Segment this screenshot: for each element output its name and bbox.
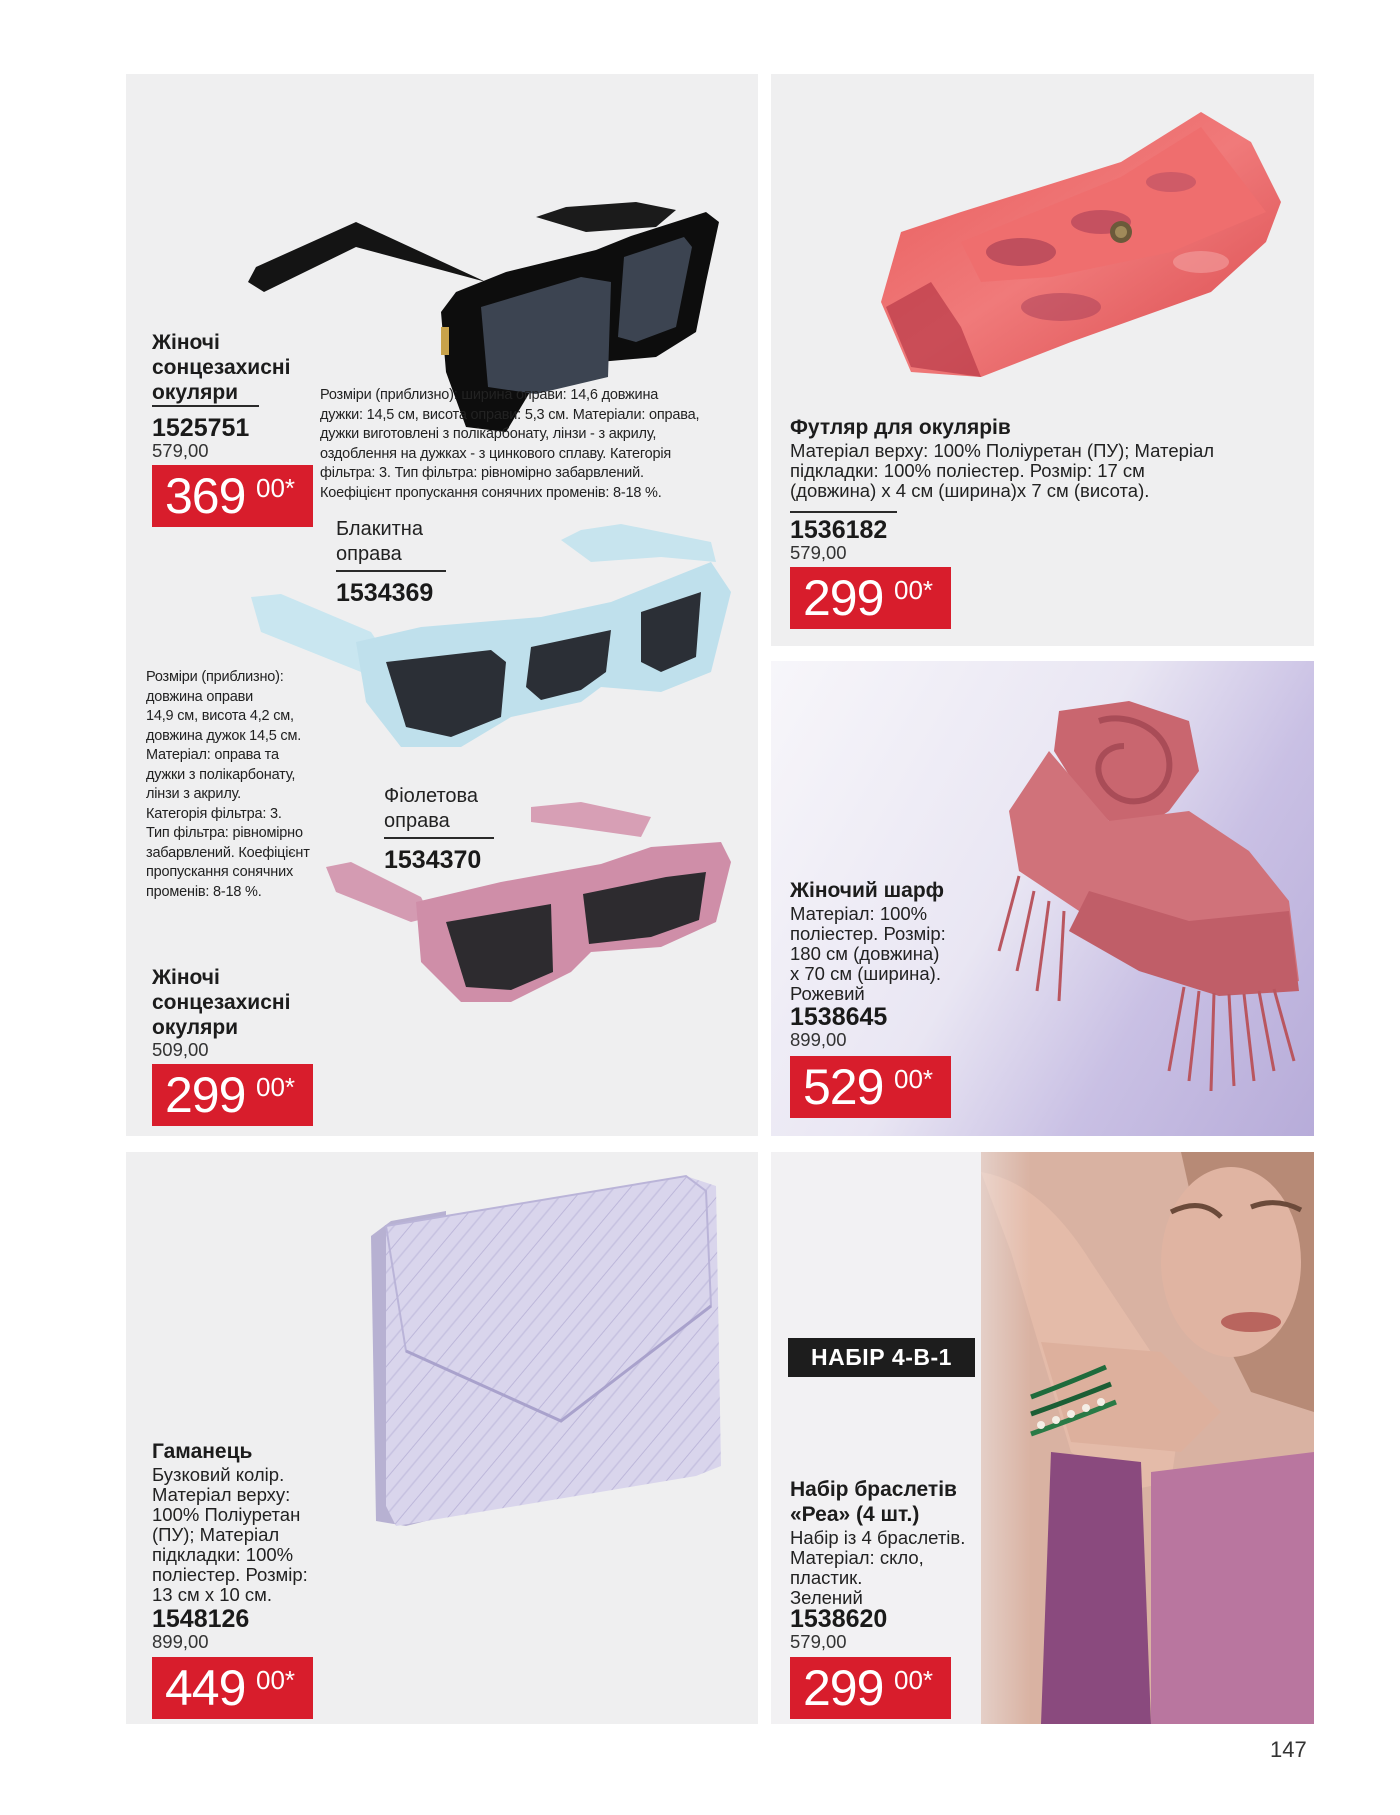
sunglasses2-title: Жіночі сонцезахисні окуляри xyxy=(152,966,291,1039)
old-price: 579,00 xyxy=(790,1631,847,1652)
old-price: 899,00 xyxy=(790,1029,847,1050)
sunglasses-specs: Розміри (приблизно): ширина оправи: 14,6 довжина дужки: 14,5 см, висота оправи: 5,3 см. Матеріали: оправа, дужки виготовлені з полікарбонату, лінзи - з акрилу, оздоблення на дужках - з цинкового сплаву. Категорія фільтра: 3. Тип фільтра: рівномірно забарвлений. Коефіцієнт пропускання сонячних променів: 8-18 %. xyxy=(320,387,700,501)
price-main: 369 xyxy=(165,468,246,524)
product-code: 1525751 xyxy=(152,414,250,442)
page-number: 147 xyxy=(1270,1737,1307,1762)
sunglasses-panel xyxy=(126,74,758,1136)
wallet-panel xyxy=(126,1152,758,1724)
variant-blue-label: Блакитна оправа xyxy=(336,518,423,565)
price-kop: 00* xyxy=(256,1072,296,1102)
old-price: 509,00 xyxy=(152,1039,209,1060)
model-photo xyxy=(921,1152,1314,1724)
set-badge: НАБІР 4-В-1 xyxy=(788,1338,975,1377)
scarf-title: Жіночий шарф xyxy=(790,879,945,902)
bracelets-description: Набір із 4 браслетів. Матеріал: скло, пластик. Зелений xyxy=(790,1527,966,1608)
price-kop: 00* xyxy=(894,1064,934,1094)
price-main: 299 xyxy=(165,1067,246,1123)
divider xyxy=(336,570,446,572)
old-price: 899,00 xyxy=(152,1631,209,1652)
scarf-image xyxy=(989,691,1309,1111)
variant-violet-label: Фіолетова оправа xyxy=(384,785,479,832)
product-code: 1548126 xyxy=(152,1605,250,1633)
price-tag xyxy=(790,1056,951,1118)
divider xyxy=(384,837,494,839)
price-tag xyxy=(152,1657,313,1719)
price-kop: 00* xyxy=(256,473,296,503)
price-tag xyxy=(790,567,951,629)
bracelets-title: Набір браслетів «Реа» (4 шт.) xyxy=(790,1478,957,1526)
bracelets-panel xyxy=(771,1152,1314,1724)
price-main: 299 xyxy=(803,570,884,626)
price-tag xyxy=(790,1657,951,1719)
price-tag xyxy=(152,465,313,527)
wallet-description: Бузковий колір. Матеріал верху: 100% Поліуретан (ПУ); Матеріал підкладки: 100% поліестер. Розмір: 13 см х 10 см. xyxy=(152,1464,308,1605)
variant-blue-code: 1534369 xyxy=(336,579,434,607)
variant-violet-code: 1534370 xyxy=(384,846,482,874)
sunglasses-title: Жіночі сонцезахисні окуляри xyxy=(152,331,291,404)
product-code: 1536182 xyxy=(790,516,888,544)
scarf-description: Матеріал: 100% поліестер. Розмір: 180 см (довжина) х 70 см (ширина). Рожевий xyxy=(790,903,946,1004)
wallet-title: Гаманець xyxy=(152,1440,253,1463)
price-main: 449 xyxy=(165,1660,246,1716)
divider xyxy=(790,511,897,513)
glasses-case-image xyxy=(871,102,1291,402)
old-price: 579,00 xyxy=(152,440,209,461)
price-main: 529 xyxy=(803,1059,884,1115)
sunglasses2-specs: Розміри (приблизно): довжина оправи 14,9 см, висота 4,2 см, довжина дужок 14,5 см. Матеріал: оправа та дужки з полікарбонату, лінзи з акрилу. Категорія фільтра: 3. Тип фільтра: рівномірно забарвлений. Коефіцієнт пропускання сонячних променів: 8-18 %. xyxy=(146,669,310,900)
price-main: 299 xyxy=(803,1660,884,1716)
case-description: Матеріал верху: 100% Поліуретан (ПУ); Матеріал підкладки: 100% поліестер. Розмір: 17 см (довжина) х 4 см (ширина)х 7 см (висота). xyxy=(790,440,1215,501)
price-kop: 00* xyxy=(256,1665,296,1695)
divider xyxy=(152,405,259,407)
product-code: 1538620 xyxy=(790,1605,888,1633)
price-kop: 00* xyxy=(894,1665,934,1695)
case-title: Футляр для окулярів xyxy=(790,416,1011,439)
product-code: 1538645 xyxy=(790,1003,888,1031)
scarf-panel xyxy=(771,661,1314,1136)
glasses-case-panel xyxy=(771,74,1314,646)
price-tag xyxy=(152,1064,313,1126)
old-price: 579,00 xyxy=(790,542,847,563)
wallet-image xyxy=(366,1166,746,1536)
price-kop: 00* xyxy=(894,575,934,605)
